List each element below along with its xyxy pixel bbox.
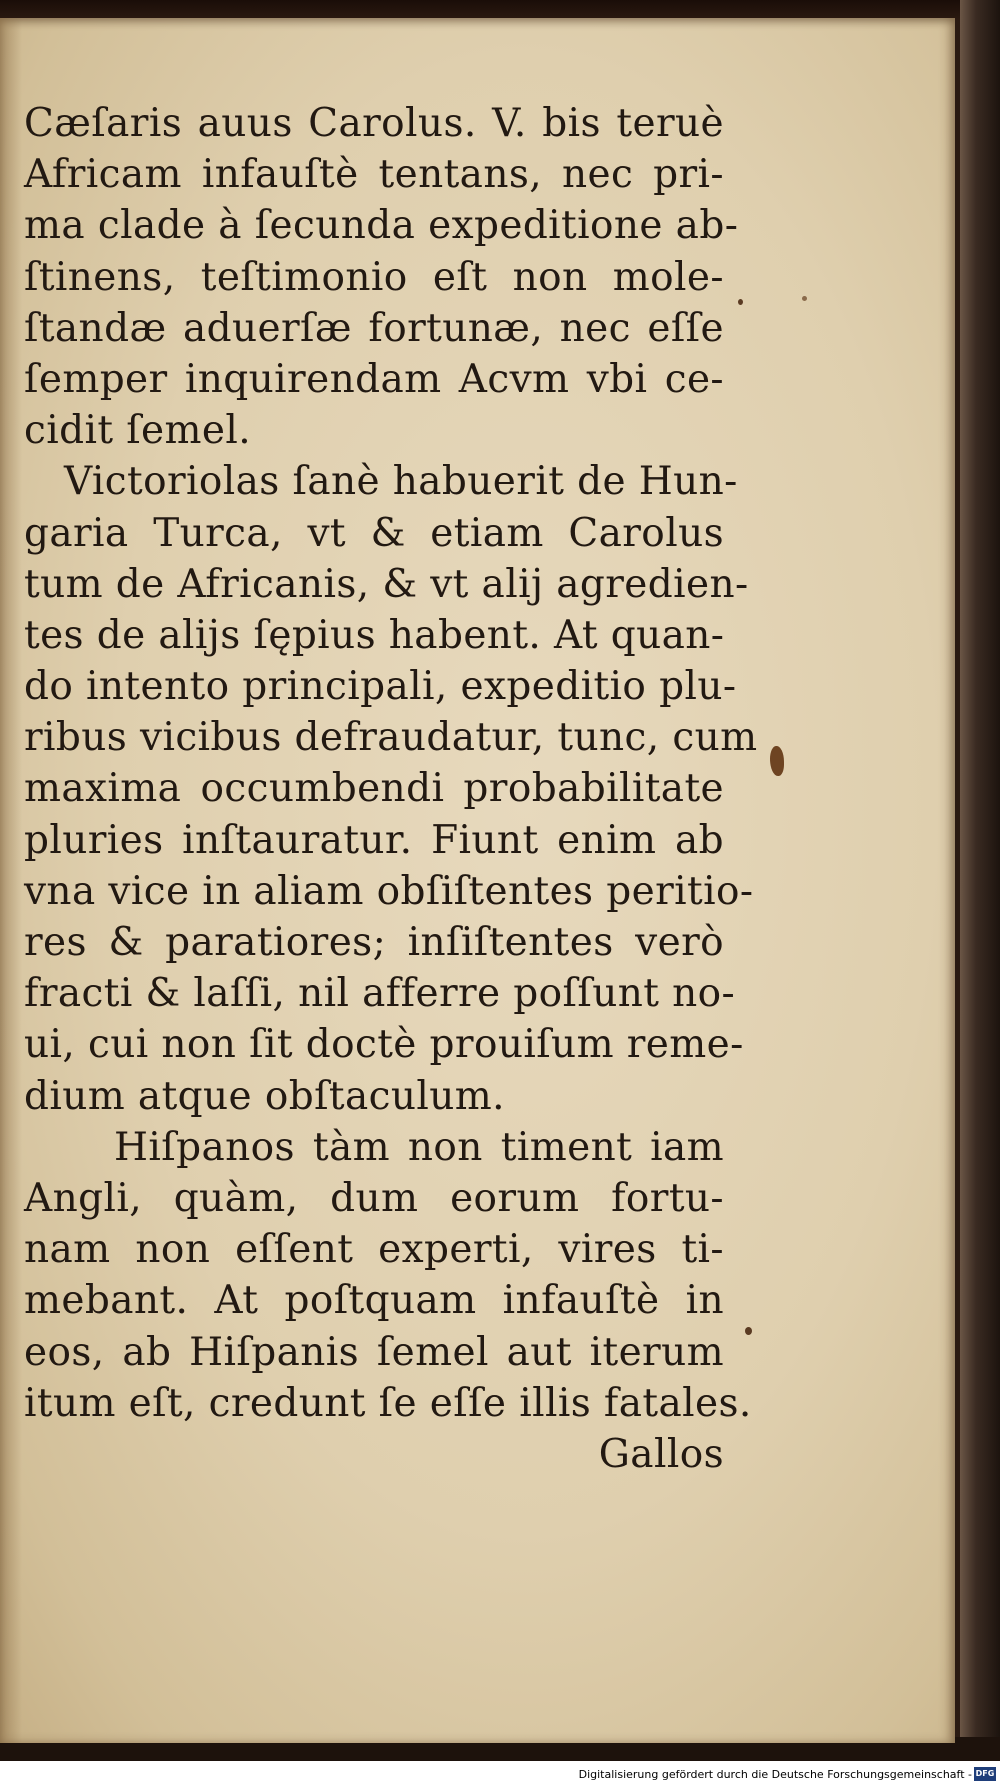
text-line: garia Turca, vt & etiam Carolus <box>24 510 724 556</box>
text-line: Africam infauſtè tentans, nec pri- <box>24 152 724 198</box>
text-line: itum eſt, credunt ſe eſſe illis fatales. <box>24 1380 752 1426</box>
text-line: res & paratiores; inſiſtentes verò <box>24 920 724 965</box>
text-line: ſemper inquirendam Acvm vbi ce- <box>24 356 724 402</box>
text-line: tes de alijs ſępius habent. At quan- <box>24 612 725 658</box>
text-line: ribus vicibus defraudatur, tunc, cum <box>24 715 758 761</box>
text-line: ſtinens, teſtimonio eſt non mole- <box>24 254 724 300</box>
text-line: Angli, quàm, dum eorum fortu- <box>24 1175 724 1221</box>
text-line: fracti & laſſi, nil afferre poſſunt no- <box>24 971 736 1017</box>
text-line: eos, ab Hiſpanis ſemel aut iterum <box>24 1329 724 1375</box>
text-line: mebant. At poſtquam infauſtè in <box>24 1278 724 1324</box>
page-text-block <box>24 98 758 1480</box>
text-line: ui, cui non ſit doctè prouiſum reme- <box>24 1022 744 1068</box>
funding-note: Digitalisierung gefördert durch die Deutsche Forschungsgemeinschaft - <box>578 1768 972 1781</box>
text-line: tum de Africanis, & vt alij agredien- <box>24 561 749 607</box>
text-line: Hiſpanos tàm non timent iam <box>114 1124 724 1170</box>
book-page <box>0 18 955 1743</box>
text-line: vna vice in aliam obſiſtentes peritio- <box>24 868 754 914</box>
catchword: Gallos <box>598 1431 724 1477</box>
ink-speck <box>738 299 743 305</box>
scan-right-edge <box>960 0 1000 1785</box>
text-line: do intento principali, expeditio plu- <box>24 664 737 710</box>
text-line: Cæſaris auus Carolus. V. bis teruè <box>24 101 724 146</box>
dfg-logo: DFG <box>974 1767 996 1781</box>
text-line: Victoriolas ſanè habuerit de Hun- <box>64 459 738 505</box>
text-line: pluries inſtauratur. Fiunt enim ab <box>24 817 724 863</box>
ink-stain <box>770 746 784 776</box>
ink-speck <box>745 1327 752 1335</box>
text-line: ſtandæ aduerſæ fortunæ, nec eſſe <box>24 305 724 351</box>
text-line: nam non eſſent experti, vires ti- <box>24 1227 724 1273</box>
text-line: maxima occumbendi probabilitate <box>24 766 724 812</box>
digitization-footer <box>0 1761 1000 1785</box>
text-line: ma clade à ſecunda expeditione ab- <box>24 203 739 249</box>
text-line: dium atque obſtaculum. <box>24 1073 505 1119</box>
page-gutter-shadow <box>0 18 22 1743</box>
ink-speck <box>802 296 807 301</box>
text-line: cidit ſemel. <box>24 408 252 454</box>
scan-top-edge <box>0 0 1000 20</box>
